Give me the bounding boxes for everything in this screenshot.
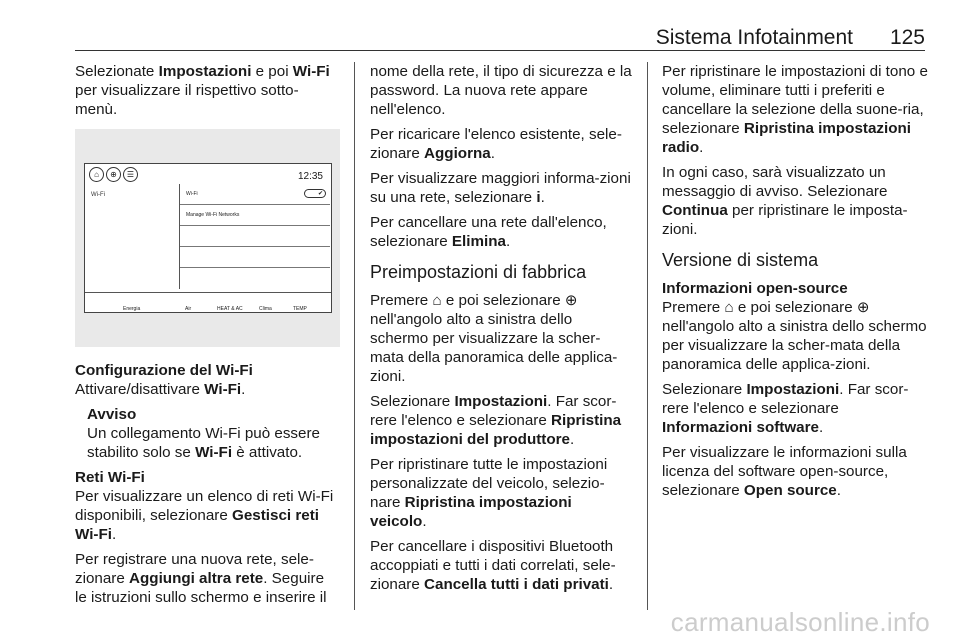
back-label: Wi-Fi <box>91 192 105 198</box>
paragraph: Selezionare Impostazioni. Far scor-rere l'elenco e selezionare Informazioni software. <box>662 381 909 436</box>
note-title: Avviso <box>87 406 137 423</box>
paragraph: Premere ⌂ e poi selezionare ⊕ nell'angolo alto a sinistra dello schermo per visualizzare la scher-mata della panoramica delle applica-zioni. <box>370 292 618 385</box>
bold-term: Continua <box>662 202 728 219</box>
manage-networks-row: Manage Wi-Fi Networks <box>180 205 330 226</box>
bold-term: Aggiorna <box>424 145 491 162</box>
infotainment-screenshot <box>75 129 340 347</box>
bar-item: Air <box>185 306 192 312</box>
section-heading: Versione di sistema <box>662 250 819 270</box>
subheading: Configurazione del Wi-Fi <box>75 362 253 379</box>
paragraph: In ogni caso, sarà visualizzato un messaggio di avviso. Selezionare Continua per ripristinare le imposta-zioni. <box>662 164 908 238</box>
paragraph: Per visualizzare le informazioni sulla licenza del software open-source, selezionare Open source. <box>662 444 907 499</box>
settings-icon: ☰ <box>123 167 138 182</box>
home-icon: ⌂ <box>89 167 104 182</box>
paragraph: Selezionate Impostazioni e poi Wi-Fi per visualizzare il rispettivo sotto-menù. <box>75 63 330 118</box>
bold-term: Open source <box>743 482 837 499</box>
paragraph: Per cancellare una rete dall'elenco, selezionare Elimina. <box>370 214 607 250</box>
header-rule <box>75 50 925 51</box>
note-box <box>75 405 340 462</box>
page-number: 125 <box>889 26 925 49</box>
bold-term: Elimina <box>451 233 506 250</box>
paragraph: Per visualizzare maggiori informa-zioni su una rete, selezionare i. <box>370 170 631 206</box>
paragraph: Per registrare una nuova rete, sele-zionare Aggiungi altra rete. Seguire le istruzioni sullo schermo e inserire il <box>75 551 327 606</box>
empty-row <box>180 268 330 288</box>
bold-term: Wi-Fi <box>195 444 233 461</box>
bold-term: Impostazioni <box>746 381 840 398</box>
column-divider <box>647 62 648 610</box>
wifi-row: Wi-Fi ✔ <box>180 184 330 205</box>
bar-item: Energia <box>123 306 141 312</box>
bold-term: i <box>536 189 541 206</box>
bottom-bar <box>85 292 331 313</box>
paragraph: Premere ⌂ e poi selezionare ⊕ nell'angolo alto a sinistra dello schermo per visualizzare la scher-mata della panoramica delle applica-zioni. <box>662 299 927 373</box>
paragraph: nome della rete, il tipo di sicurezza e la password. La nuova rete appare nell'elenco. <box>370 63 632 118</box>
watermark: carmanualsonline.info <box>670 607 930 637</box>
bold-term: Gestisci reti Wi-Fi <box>75 507 319 543</box>
paragraph: Per visualizzare un elenco di reti Wi-Fi disponibili, selezionare Gestisci reti Wi-Fi. <box>75 488 334 543</box>
column-3 <box>662 62 930 506</box>
bar-item: Clima <box>259 306 272 312</box>
column-divider <box>354 62 355 610</box>
bold-term: Aggiungi altra rete <box>129 570 264 587</box>
clock: 12:35 <box>297 171 323 182</box>
bold-term: Ripristina impostazioni veicolo <box>370 494 572 530</box>
bold-term: Ripristina impostazioni del produttore <box>370 412 622 448</box>
paragraph: Per ripristinare le impostazioni di tono e volume, eliminare tutti i preferiti e cancellare la selezione della suone-ria, selezionare Ripristina impostazioni radio. <box>662 63 928 156</box>
empty-row <box>180 247 330 268</box>
column-1 <box>75 62 340 613</box>
bold-term: Cancella tutti i dati privati <box>424 576 609 593</box>
empty-row <box>180 226 330 247</box>
subheading: Informazioni open-source <box>662 280 848 297</box>
bold-term: Wi-Fi <box>204 381 242 398</box>
toggle-icon: ✔ <box>304 189 326 198</box>
screen-display <box>84 163 332 313</box>
paragraph: Per ripristinare tutte le impostazioni personalizzate del veicolo, selezio-nare Ripristina impostazioni veicolo. <box>370 456 608 530</box>
bold-term: Impostazioni <box>158 63 252 80</box>
paragraph: Attivare/disattivare Wi-Fi. <box>75 381 246 398</box>
paragraph: Selezionare Impostazioni. Far scor-rere l'elenco e selezionare Ripristina impostazioni del produttore. <box>370 393 622 448</box>
bold-term: Impostazioni <box>454 393 548 410</box>
column-2 <box>370 62 632 600</box>
bar-item: HEAT & AC <box>217 306 243 312</box>
wifi-panel <box>179 184 330 289</box>
page-title: Sistema Infotainment <box>655 26 853 49</box>
bold-term: Ripristina impostazioni radio <box>662 120 911 156</box>
note-body: Un collegamento Wi-Fi può essere stabilito solo se Wi-Fi è attivato. <box>87 425 320 461</box>
page-header <box>75 26 925 50</box>
bold-term: Informazioni software <box>662 419 819 436</box>
apps-icon: ⊕ <box>106 167 121 182</box>
paragraph: Per cancellare i dispositivi Bluetooth accoppiati e tutti i dati correlati, sele-zionare Cancella tutti i dati privati. <box>370 538 616 593</box>
bold-term: Wi-Fi <box>292 63 330 80</box>
bar-item: TEMP <box>293 306 307 312</box>
subheading: Reti Wi-Fi <box>75 469 145 486</box>
section-heading: Preimpostazioni di fabbrica <box>370 262 587 282</box>
paragraph: Per ricaricare l'elenco esistente, sele-zionare Aggiorna. <box>370 126 622 162</box>
